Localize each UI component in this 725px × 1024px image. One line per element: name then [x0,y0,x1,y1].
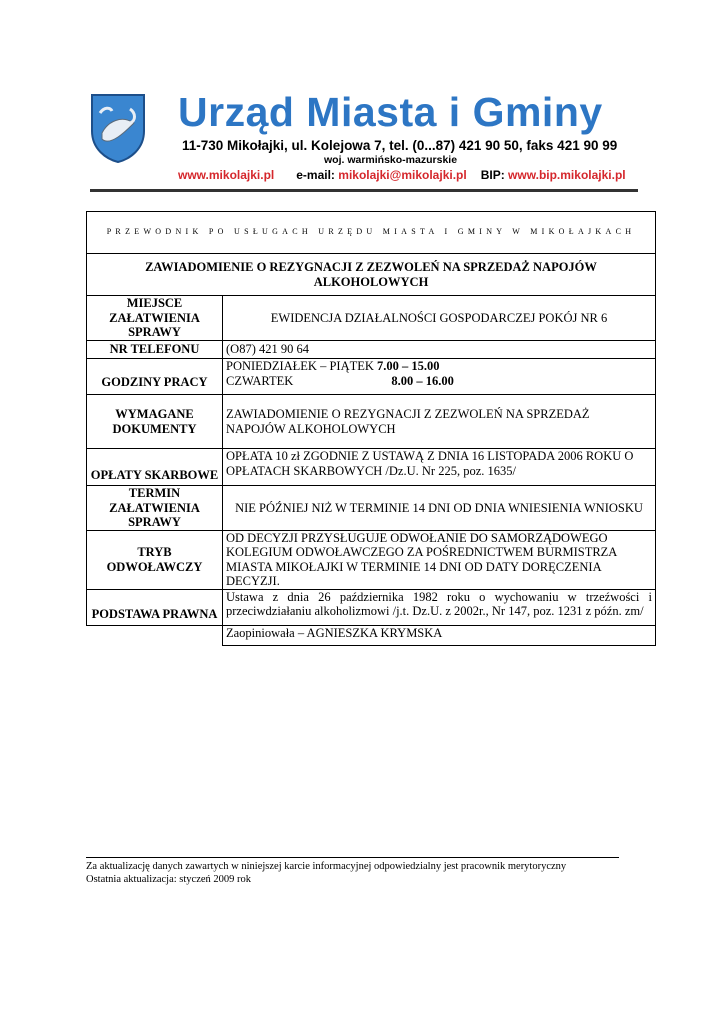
empty-cell [87,625,223,645]
hours-thursday: 8.00 – 16.00 [391,373,454,388]
value-godziny [223,359,656,395]
value-oplaty: OPŁATA 10 zł ZGODNIE Z USTAWĄ Z DNIA 16 LISTOPADA 2006 ROKU O OPŁATACH SKARBOWYCH /Dz.U. Nr 225, poz. 1635/ [223,449,656,486]
table-row [87,449,656,486]
bip-link[interactable]: www.bip.mikolajki.pl [508,168,626,182]
label-tryb: TRYB ODWOŁAWCZY [87,530,223,589]
footer-note [86,860,566,886]
table-row [87,341,656,359]
header-divider [90,189,638,192]
label-termin: TERMIN ZAŁATWIENIA SPRAWY [87,486,223,531]
office-address: 11-730 Mikołajki, ul. Kolejowa 7, tel. (0...87) 421 90 50, faks 421 90 99 [182,138,618,153]
footer-last-update: Ostatnia aktualizacja: styczeń 2009 rok [86,874,252,885]
label-miejsce: MIEJSCE ZAŁATWIENIA SPRAWY [87,296,223,341]
document-title: ZAWIADOMIENIE O REZYGNACJI Z ZEZWOLEŃ NA SPRZEDAŻ NAPOJÓW ALKOHOLOWYCH [87,254,656,296]
table-row [87,625,656,645]
office-name: Urząd Miasta i Gminy [178,89,603,135]
days-weekdays: PONIEDZIAŁEK – PIĄTEK [226,359,374,373]
label-telefon: NR TELEFONU [87,341,223,359]
table-row [87,530,656,589]
value-tryb: OD DECYZJI PRZYSŁUGUJE ODWOŁANIE DO SAMORZĄDOWEGO KOLEGIUM ODWOŁAWCZEGO ZA POŚREDNICTWEM BURMISTRZA MIASTA MIKOŁAJKI W TERMINIE 14 DNI OD DATY DORĘCZENIA DECYZJI. [223,530,656,589]
contact-links [178,168,626,182]
banner-row [87,212,656,254]
website-link[interactable]: www.mikolajki.pl [178,168,275,182]
footer-divider [86,857,619,858]
table-row [87,395,656,449]
value-termin: NIE PÓŹNIEJ NIŻ W TERMINIE 14 DNI OD DNIA WNIESIENIA WNIOSKU [223,486,656,531]
table-row [87,359,656,395]
hours-weekdays: 7.00 – 15.00 [377,359,440,373]
letterhead [86,88,639,192]
email-label: e-mail: [296,168,335,182]
bip-label: BIP: [480,168,505,182]
table-row [87,486,656,531]
value-opinia: Zaopiniowała – AGNIESZKA KRYMSKA [223,625,656,645]
guide-banner: PRZEWODNIK PO USŁUGACH URZĘDU MIASTA I GMINY W MIKOŁAJKACH [87,212,656,254]
office-region: woj. warmińsko-mazurskie [324,154,458,166]
label-oplaty: OPŁATY SKARBOWE [87,449,223,486]
service-guide-table [86,211,656,646]
value-telefon: (O87) 421 90 64 [223,341,656,359]
label-dokumenty: WYMAGANE DOKUMENTY [87,395,223,449]
title-row [87,254,656,296]
label-podstawa: PODSTAWA PRAWNA [87,589,223,625]
table-row [87,296,656,341]
value-podstawa: Ustawa z dnia 26 października 1982 roku o wychowaniu w trzeźwości i przeciwdziałaniu alkoholizmowi /j.t. Dz.U. z 2002r., Nr 147, poz. 1231 z późn. zm/ [223,589,656,625]
value-dokumenty: ZAWIADOMIENIE O REZYGNACJI Z ZEZWOLEŃ NA SPRZEDAŻ NAPOJÓW ALKOHOLOWYCH [223,395,656,449]
days-thursday: CZWARTEK [226,373,294,388]
email-link[interactable]: mikolajki@mikolajki.pl [338,168,467,182]
table-row [87,589,656,625]
label-godziny: GODZINY PRACY [87,359,223,395]
footer-responsibility: Za aktualizację danych zawartych w niniejszej karcie informacyjnej odpowiedzialny jest pracownik merytoryczny [86,861,567,872]
value-miejsce: EWIDENCJA DZIAŁALNOŚCI GOSPODARCZEJ POKÓJ NR 6 [223,296,656,341]
coat-of-arms-icon [90,93,146,163]
